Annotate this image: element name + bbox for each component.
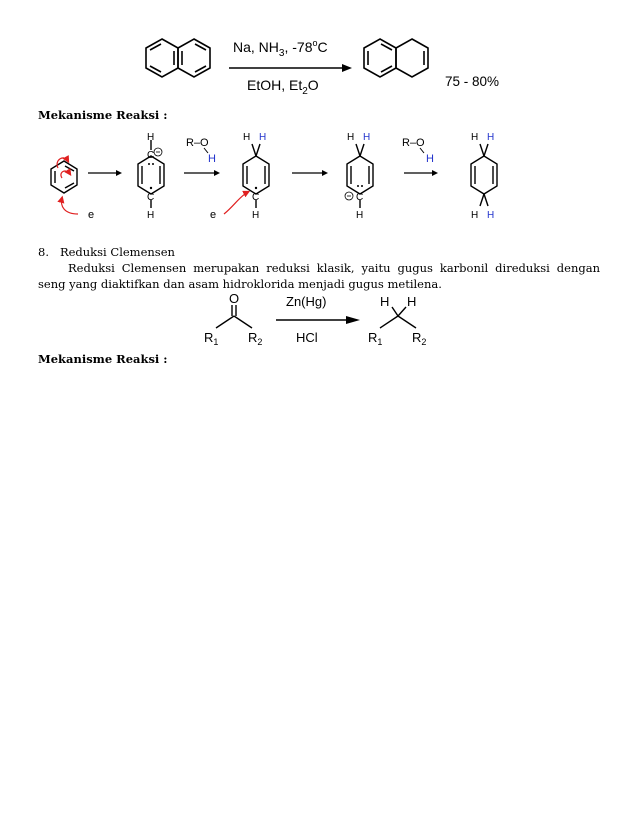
mechanism-heading-2: Mekanisme Reaksi :	[38, 352, 168, 366]
svg-text:H: H	[252, 210, 260, 221]
svg-text:H: H	[487, 132, 495, 143]
clemmensen-reagent-top: Zn(Hg)	[286, 294, 327, 309]
svg-text:C: C	[356, 192, 364, 203]
electron-label-1: e	[88, 209, 95, 221]
svg-text:H: H	[471, 210, 479, 221]
ketone-structure	[216, 305, 252, 328]
svg-text:H: H	[259, 132, 267, 143]
svg-text:R–O: R–O	[402, 137, 425, 149]
clemmensen-reaction-scheme	[200, 292, 440, 352]
svg-text:C: C	[252, 192, 260, 203]
svg-text:H: H	[426, 153, 434, 165]
methylene-product-structure	[380, 307, 416, 328]
benzene-structure	[51, 161, 77, 193]
reagent-bottom: EtOH, $Et_2O$	[247, 77, 319, 97]
electron-label-2: e	[210, 209, 217, 221]
cyclohexadiene-structure	[471, 144, 497, 206]
svg-text:H: H	[487, 210, 495, 221]
svg-text:H: H	[347, 132, 355, 143]
r2-product-label: $R_2$	[412, 330, 427, 347]
svg-text:H: H	[243, 132, 251, 143]
birch-mechanism-scheme	[30, 126, 510, 226]
mechanism-heading-1: Mekanisme Reaksi :	[38, 108, 168, 122]
r1-label: $R_1$	[204, 330, 219, 347]
svg-text:H: H	[356, 210, 364, 221]
svg-text:H: H	[363, 132, 371, 143]
svg-text:H: H	[407, 294, 417, 309]
clemmensen-reagent-bottom: HCl	[296, 330, 318, 345]
svg-text:R–O: R–O	[186, 137, 209, 149]
svg-text:C: C	[147, 150, 155, 161]
svg-text:H: H	[147, 210, 155, 221]
yield-label: 75 - 80%	[445, 74, 500, 89]
svg-text:C: C	[147, 192, 155, 203]
svg-text:H: H	[147, 132, 155, 143]
svg-text:O: O	[229, 292, 240, 306]
section-8-heading	[38, 244, 175, 260]
svg-text:H: H	[380, 294, 390, 309]
svg-text:H: H	[208, 153, 216, 165]
naphthalene-structure	[146, 39, 210, 77]
r2-label: $R_2$	[248, 330, 263, 347]
section-number: 8.	[38, 245, 49, 259]
section-8-paragraph: Reduksi Clemensen merupakan reduksi klasik, yaitu gugus karbonil direduksi dengan seng yang diaktifkan dan asam hidroklorida menjadi gugus metilena.	[38, 261, 600, 291]
svg-text:H: H	[471, 132, 479, 143]
dihydronaphthalene-structure	[364, 39, 428, 77]
birch-reaction-scheme	[130, 30, 510, 102]
reagent-top: Na, $NH_3$, -78$^o$C	[233, 38, 328, 59]
r1-product-label: $R_1$	[368, 330, 383, 347]
section-title: Reduksi Clemensen	[59, 245, 175, 259]
